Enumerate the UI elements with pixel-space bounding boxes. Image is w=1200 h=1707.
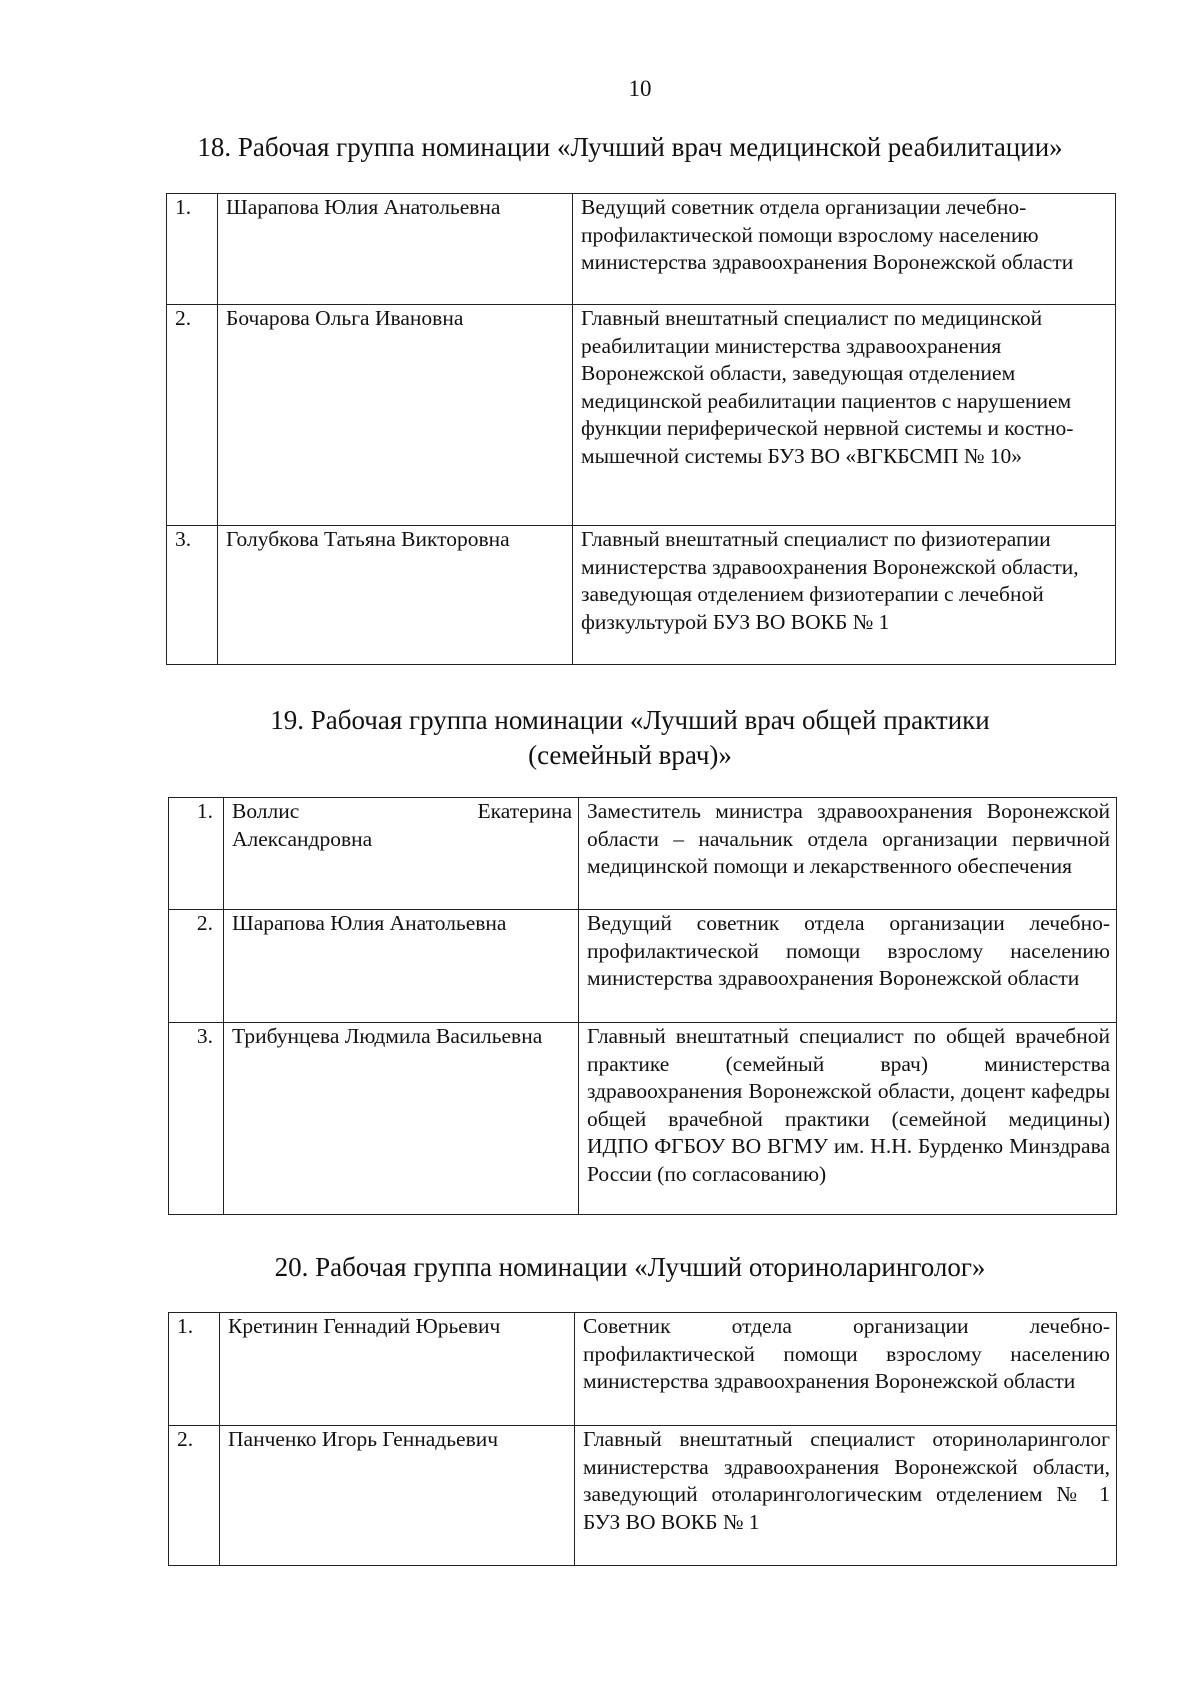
- row-number: 2.: [169, 910, 224, 1023]
- table-row: [167, 194, 1116, 305]
- member-name: Шарапова Юлия Анатольевна: [218, 194, 573, 305]
- member-given-name: Екатерина: [477, 799, 572, 823]
- member-role: Главный внештатный специалист по общей врачебной практике (семейный врач) министерства здравоохранения Воронежской области, доцент кафедры общей врачебной практики (семейной медицины) ИДПО ФГБОУ ВО ВГМУ им. Н.Н. Бурденко Минздрава России (по согласованию): [579, 1023, 1117, 1215]
- section-20-title: 20. Рабочая группа номинации «Лучший оториноларинголог»: [274, 1252, 986, 1282]
- member-role: Заместитель министра здравоохранения Воронежской области – начальник отдела организации первичной медицинской помощи и лекарственного обеспечения: [579, 798, 1117, 910]
- row-number: 2.: [167, 305, 218, 526]
- section-19-title: [150, 703, 1110, 773]
- member-name: Панченко Игорь Геннадьевич: [220, 1426, 575, 1566]
- row-number: 1.: [169, 798, 224, 910]
- member-name: Бочарова Ольга Ивановна: [218, 305, 573, 526]
- member-role: Главный внештатный специалист по физиотерапии министерства здравоохранения Воронежской области, заведующая отделением физиотерапии с лечебной физкультурой БУЗ ВО ВОКБ № 1: [573, 526, 1116, 665]
- member-name: Кретинин Геннадий Юрьевич: [220, 1313, 575, 1426]
- section-18-title: 18. Рабочая группа номинации «Лучший врач медицинской реабилитации»: [197, 132, 1063, 162]
- row-number: 1.: [167, 194, 218, 305]
- member-name: Шарапова Юлия Анатольевна: [224, 910, 579, 1023]
- table-row: [169, 798, 1117, 910]
- section-19-title-line2: (семейный врач)»: [528, 740, 732, 770]
- member-name: Трибунцева Людмила Васильевна: [224, 1023, 579, 1215]
- section-20-table: [168, 1312, 1117, 1566]
- table-row: [169, 1426, 1117, 1566]
- row-number: 3.: [169, 1023, 224, 1215]
- member-role: Главный внештатный специалист по медицинской реабилитации министерства здравоохранения Воронежской области, заведующая отделением медицинской реабилитации пациентов с нарушением функции периферической нервной системы и костно-мышечной системы БУЗ ВО «ВГКБСМП № 10»: [573, 305, 1116, 526]
- member-name: [224, 798, 579, 910]
- table-row: [169, 1313, 1117, 1426]
- table-row: [167, 526, 1116, 665]
- member-role: Советник отдела организации лечебно-профилактической помощи взрослому населению министерства здравоохранения Воронежской области: [575, 1313, 1117, 1426]
- member-patronymic: Александровна: [232, 826, 373, 851]
- member-role: Ведущий советник отдела организации лечебно-профилактической помощи взрослому населению министерства здравоохранения Воронежской области: [573, 194, 1116, 305]
- row-number: 1.: [169, 1313, 220, 1426]
- row-number: 3.: [167, 526, 218, 665]
- member-name: Голубкова Татьяна Викторовна: [218, 526, 573, 665]
- row-number: 2.: [169, 1426, 220, 1566]
- table-row: [167, 305, 1116, 526]
- member-role: Ведущий советник отдела организации лечебно-профилактической помощи взрослому населению министерства здравоохранения Воронежской области: [579, 910, 1117, 1023]
- member-surname: Воллис: [232, 799, 300, 823]
- member-role: Главный внештатный специалист оториноларинголог министерства здравоохранения Воронежской области, заведующий отоларингологическим отделением № 1 БУЗ ВО ВОКБ № 1: [575, 1426, 1117, 1566]
- section-18-table: [166, 193, 1116, 665]
- section-19-table: [168, 797, 1117, 1215]
- section-19-title-line1: 19. Рабочая группа номинации «Лучший врач общей практики: [270, 705, 990, 735]
- table-row: [169, 1023, 1117, 1215]
- page-number: 10: [628, 76, 652, 101]
- table-row: [169, 910, 1117, 1023]
